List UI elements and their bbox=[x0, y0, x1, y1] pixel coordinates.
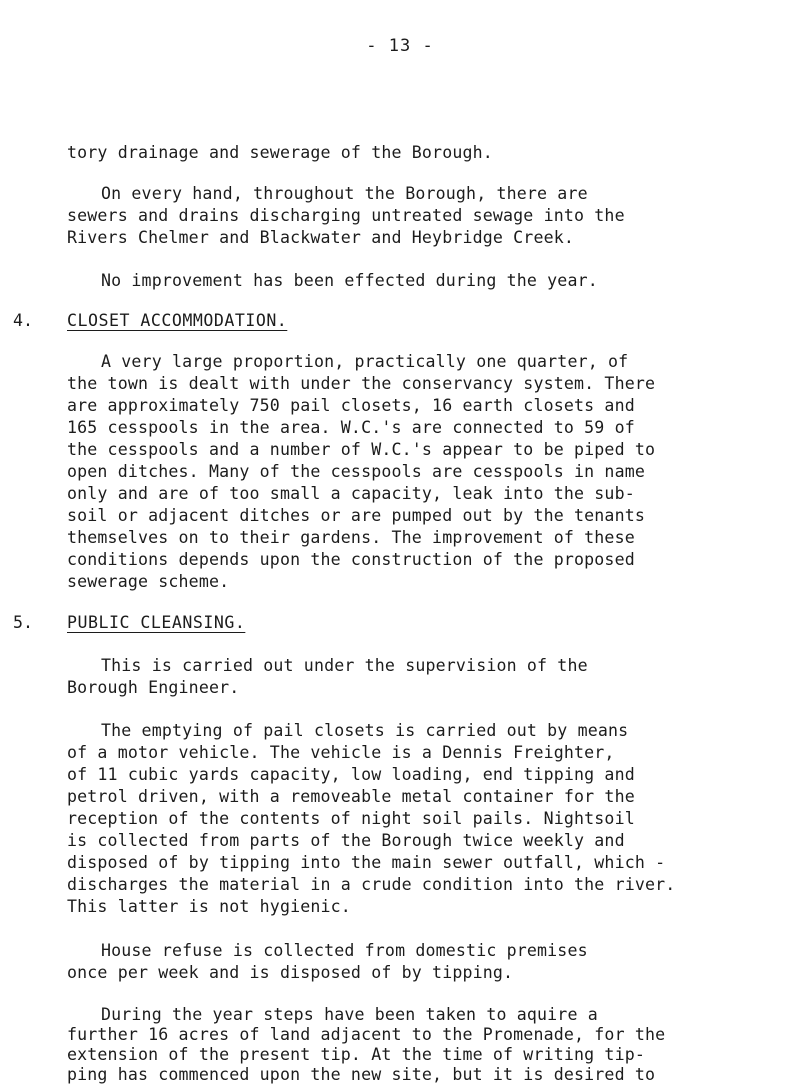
paragraph-line: discharges the material in a crude condition into the river. bbox=[67, 875, 676, 894]
paragraph-line: is collected from parts of the Borough twice weekly and bbox=[67, 831, 625, 850]
paragraph-line: petrol driven, with a removeable metal container for the bbox=[67, 787, 635, 806]
improvement-line: No improvement has been effected during the year. bbox=[101, 271, 598, 290]
paragraph-line: once per week and is disposed of by tipping. bbox=[67, 963, 514, 982]
paragraph-line: of a motor vehicle. The vehicle is a Dennis Freighter, bbox=[67, 743, 615, 762]
section-number: 5. bbox=[13, 613, 33, 632]
paragraph-line: soil or adjacent ditches or are pumped out by the tenants bbox=[67, 506, 645, 525]
paragraph-line: open ditches. Many of the cesspools are cesspools in name bbox=[67, 462, 645, 481]
paragraph-line: sewerage scheme. bbox=[67, 572, 230, 591]
paragraph-line: conditions depends upon the construction of the proposed bbox=[67, 550, 635, 569]
paragraph-line: further 16 acres of land adjacent to the Promenade, for the bbox=[67, 1025, 666, 1044]
section-number: 4. bbox=[13, 311, 33, 330]
paragraph-line: extension of the present tip. At the time of writing tip- bbox=[67, 1045, 645, 1064]
paragraph-line: Borough Engineer. bbox=[67, 678, 240, 697]
paragraph-line: Rivers Chelmer and Blackwater and Heybridge Creek. bbox=[67, 228, 575, 247]
paragraph-line: House refuse is collected from domestic premises bbox=[101, 941, 588, 960]
paragraph-line: reception of the contents of night soil pails. Nightsoil bbox=[67, 809, 635, 828]
section-heading: PUBLIC CLEANSING. bbox=[67, 613, 246, 632]
paragraph-line: A very large proportion, practically one quarter, of bbox=[101, 352, 629, 371]
paragraph-line: the town is dealt with under the conservancy system. There bbox=[67, 374, 656, 393]
paragraph-line: This latter is not hygienic. bbox=[67, 897, 351, 916]
paragraph-line: ping has commenced upon the new site, but it is desired to bbox=[67, 1065, 656, 1084]
section-heading: CLOSET ACCOMMODATION. bbox=[67, 311, 288, 330]
paragraph-line: During the year steps have been taken to aquire a bbox=[101, 1005, 598, 1024]
paragraph-line: On every hand, throughout the Borough, there are bbox=[101, 184, 588, 203]
paragraph-line: of 11 cubic yards capacity, low loading, end tipping and bbox=[67, 765, 635, 784]
paragraph-line: The emptying of pail closets is carried out by means bbox=[101, 721, 629, 740]
paragraph-line: only and are of too small a capacity, leak into the sub- bbox=[67, 484, 635, 503]
paragraph-line: disposed of by tipping into the main sewer outfall, which - bbox=[67, 853, 666, 872]
paragraph-line: 165 cesspools in the area. W.C.'s are connected to 59 of bbox=[67, 418, 635, 437]
paragraph-line: are approximately 750 pail closets, 16 earth closets and bbox=[67, 396, 635, 415]
intro-line: tory drainage and sewerage of the Borough. bbox=[67, 143, 493, 162]
paragraph-line: This is carried out under the supervision of the bbox=[101, 656, 588, 675]
paragraph-line: sewers and drains discharging untreated sewage into the bbox=[67, 206, 625, 225]
paragraph-line: the cesspools and a number of W.C.'s appear to be piped to bbox=[67, 440, 656, 459]
page-number: - 13 - bbox=[366, 36, 434, 56]
paragraph-line: themselves on to their gardens. The improvement of these bbox=[67, 528, 635, 547]
